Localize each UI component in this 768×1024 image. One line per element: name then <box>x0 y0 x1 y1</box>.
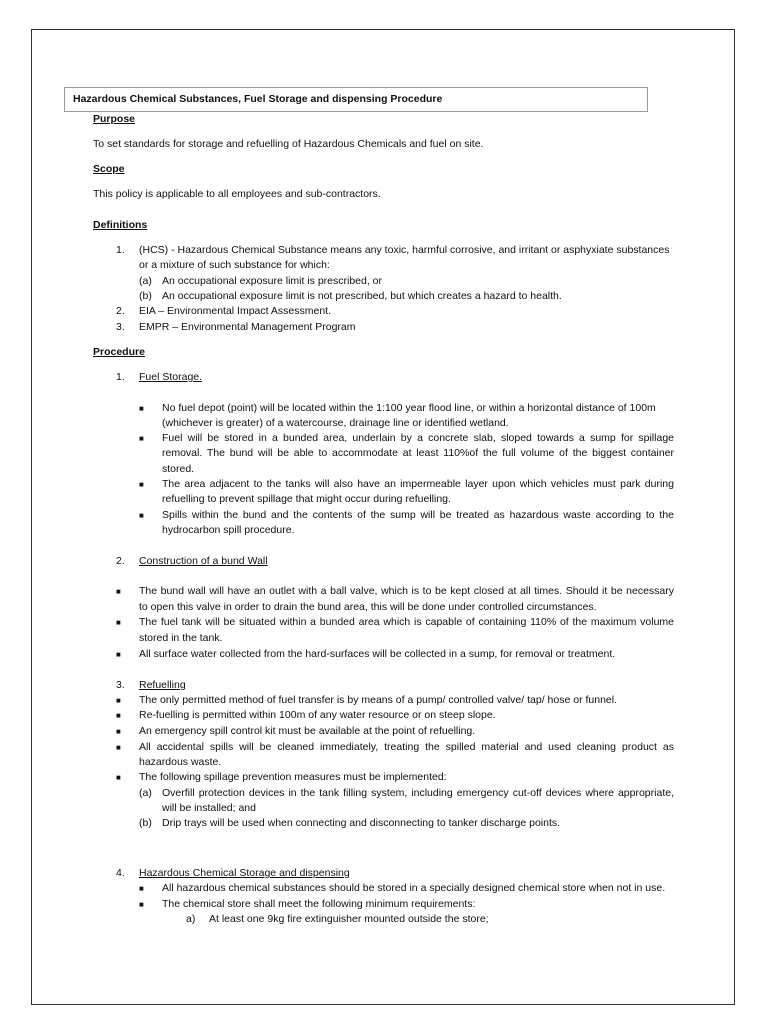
definition-sub-text: An occupational exposure limit is prescribed, or <box>162 275 383 287</box>
section-number: 1. <box>116 371 125 383</box>
definition-number: 1. <box>116 244 125 256</box>
refuel-bullet-line: An emergency spill control kit must be available at the point of refuelling. <box>139 725 476 737</box>
square-bullet-icon: ■ <box>139 884 144 893</box>
refuel-sub-label: (b) <box>139 817 152 829</box>
refuel-sub-label: (a) <box>139 787 152 799</box>
refuel-sub-line: Drip trays will be used when connecting and disconnecting to tanker discharge points. <box>162 817 561 829</box>
scope-heading: Scope <box>93 163 125 175</box>
purpose-text: To set standards for storage and refuelling of Hazardous Chemicals and fuel on site. <box>93 138 484 150</box>
scope-text: This policy is applicable to all employees and sub-contractors. <box>93 188 381 200</box>
refuel-sub-line: Overfill protection devices in the tank filling system, including emergency cut-off devices where appropriate, <box>162 787 674 799</box>
square-bullet-icon: ■ <box>139 434 144 443</box>
square-bullet-icon: ■ <box>139 900 144 909</box>
bund-bullet-line: to open this valve in order to drain the bund area, this will be done under controlled circumstances. <box>139 601 597 613</box>
fuel-bullet-line: No fuel depot (point) will be located within the 1:100 year flood line, or within a horizontal distance of 100m <box>162 402 656 414</box>
square-bullet-icon: ■ <box>116 711 121 720</box>
bund-bullet-line: The fuel tank will be situated within a bunded area which is capable of containing 110% of the maximum volume <box>139 616 674 628</box>
fuel-bullet-line: Spills within the bund and the contents of the sump will be treated as hazardous waste according to the <box>162 509 674 521</box>
bund-bullet-line: The bund wall will have an outlet with a ball valve, which is to be kept closed at all times. Should it be necessary <box>139 585 674 597</box>
fuel-bullet-line: stored. <box>162 463 195 475</box>
definition-hcs-line1: (HCS) - Hazardous Chemical Substance means any toxic, harmful corrosive, and irritant or asphyxiate substances <box>139 244 670 256</box>
square-bullet-icon: ■ <box>116 727 121 736</box>
fuel-storage-title: Fuel Storage. <box>139 371 203 383</box>
fuel-bullet-line: The area adjacent to the tanks will also have an impermeable layer upon which vehicles must park during <box>162 478 674 490</box>
bund-wall-title: Construction of a bund Wall <box>139 555 268 567</box>
square-bullet-icon: ■ <box>116 618 121 627</box>
definition-sub-text: An occupational exposure limit is not prescribed, but which creates a hazard to health. <box>162 290 562 302</box>
definition-number: 2. <box>116 305 125 317</box>
procedure-heading: Procedure <box>93 346 145 358</box>
definition-empr: EMPR – Environmental Management Program <box>139 321 356 333</box>
square-bullet-icon: ■ <box>116 773 121 782</box>
definitions-heading: Definitions <box>93 219 148 231</box>
refuelling-title: Refuelling <box>139 679 186 691</box>
chemical-sub-label: a) <box>186 913 196 925</box>
square-bullet-icon: ■ <box>139 480 144 489</box>
square-bullet-icon: ■ <box>116 696 121 705</box>
bund-bullet-line: All surface water collected from the hard-surfaces will be collected in a sump, for removal or treatment. <box>139 648 616 660</box>
bund-bullet-line: stored in the tank. <box>139 632 223 644</box>
refuel-bullet-line: All accidental spills will be cleaned immediately, treating the spilled material and used cleaning product as <box>139 741 674 753</box>
section-number: 2. <box>116 555 125 567</box>
definition-sub-label: (b) <box>139 290 152 302</box>
section-number: 4. <box>116 867 125 879</box>
definition-sub-label: (a) <box>139 275 152 287</box>
fuel-bullet-line: removal. The bund will be able to accommodate at least 110%of the full volume of the biggest container <box>162 447 674 459</box>
square-bullet-icon: ■ <box>116 587 121 596</box>
document-title: Hazardous Chemical Substances, Fuel Storage and dispensing Procedure <box>64 87 648 112</box>
square-bullet-icon: ■ <box>116 650 121 659</box>
chemical-bullet-line: The chemical store shall meet the following minimum requirements: <box>162 898 476 910</box>
square-bullet-icon: ■ <box>139 404 144 413</box>
square-bullet-icon: ■ <box>139 511 144 520</box>
refuel-bullet-line: The following spillage prevention measures must be implemented: <box>139 771 447 783</box>
definition-hcs-line2: or a mixture of such substance for which: <box>139 259 330 271</box>
purpose-heading: Purpose <box>93 113 136 125</box>
section-number: 3. <box>116 679 125 691</box>
fuel-bullet-line: Fuel will be stored in a bunded area, underlain by a concrete slab, sloped towards a sump for spillage <box>162 432 674 444</box>
refuel-bullet-line: Re-fuelling is permitted within 100m of any water resource or on steep slope. <box>139 709 496 721</box>
square-bullet-icon: ■ <box>116 743 121 752</box>
refuel-sub-line: will be installed; and <box>162 802 256 814</box>
chemical-sub-text: At least one 9kg fire extinguisher mounted outside the store; <box>209 913 489 925</box>
fuel-bullet-line: refuelling to prevent spillage that might occur during refuelling. <box>162 493 451 505</box>
refuel-bullet-line: The only permitted method of fuel transfer is by means of a pump/ controlled valve/ tap/ hose or funnel. <box>139 694 618 706</box>
refuel-bullet-line: hazardous waste. <box>139 756 222 768</box>
definition-eia: EIA – Environmental Impact Assessment. <box>139 305 332 317</box>
definition-number: 3. <box>116 321 125 333</box>
fuel-bullet-line: (whichever is greater) of a watercourse, drainage line or identified wetland. <box>162 417 509 429</box>
chemical-storage-title: Hazardous Chemical Storage and dispensing <box>139 867 350 879</box>
chemical-bullet-line: All hazardous chemical substances should be stored in a specially designed chemical store when not in use. <box>162 882 666 894</box>
fuel-bullet-line: hydrocarbon spill procedure. <box>162 524 295 536</box>
